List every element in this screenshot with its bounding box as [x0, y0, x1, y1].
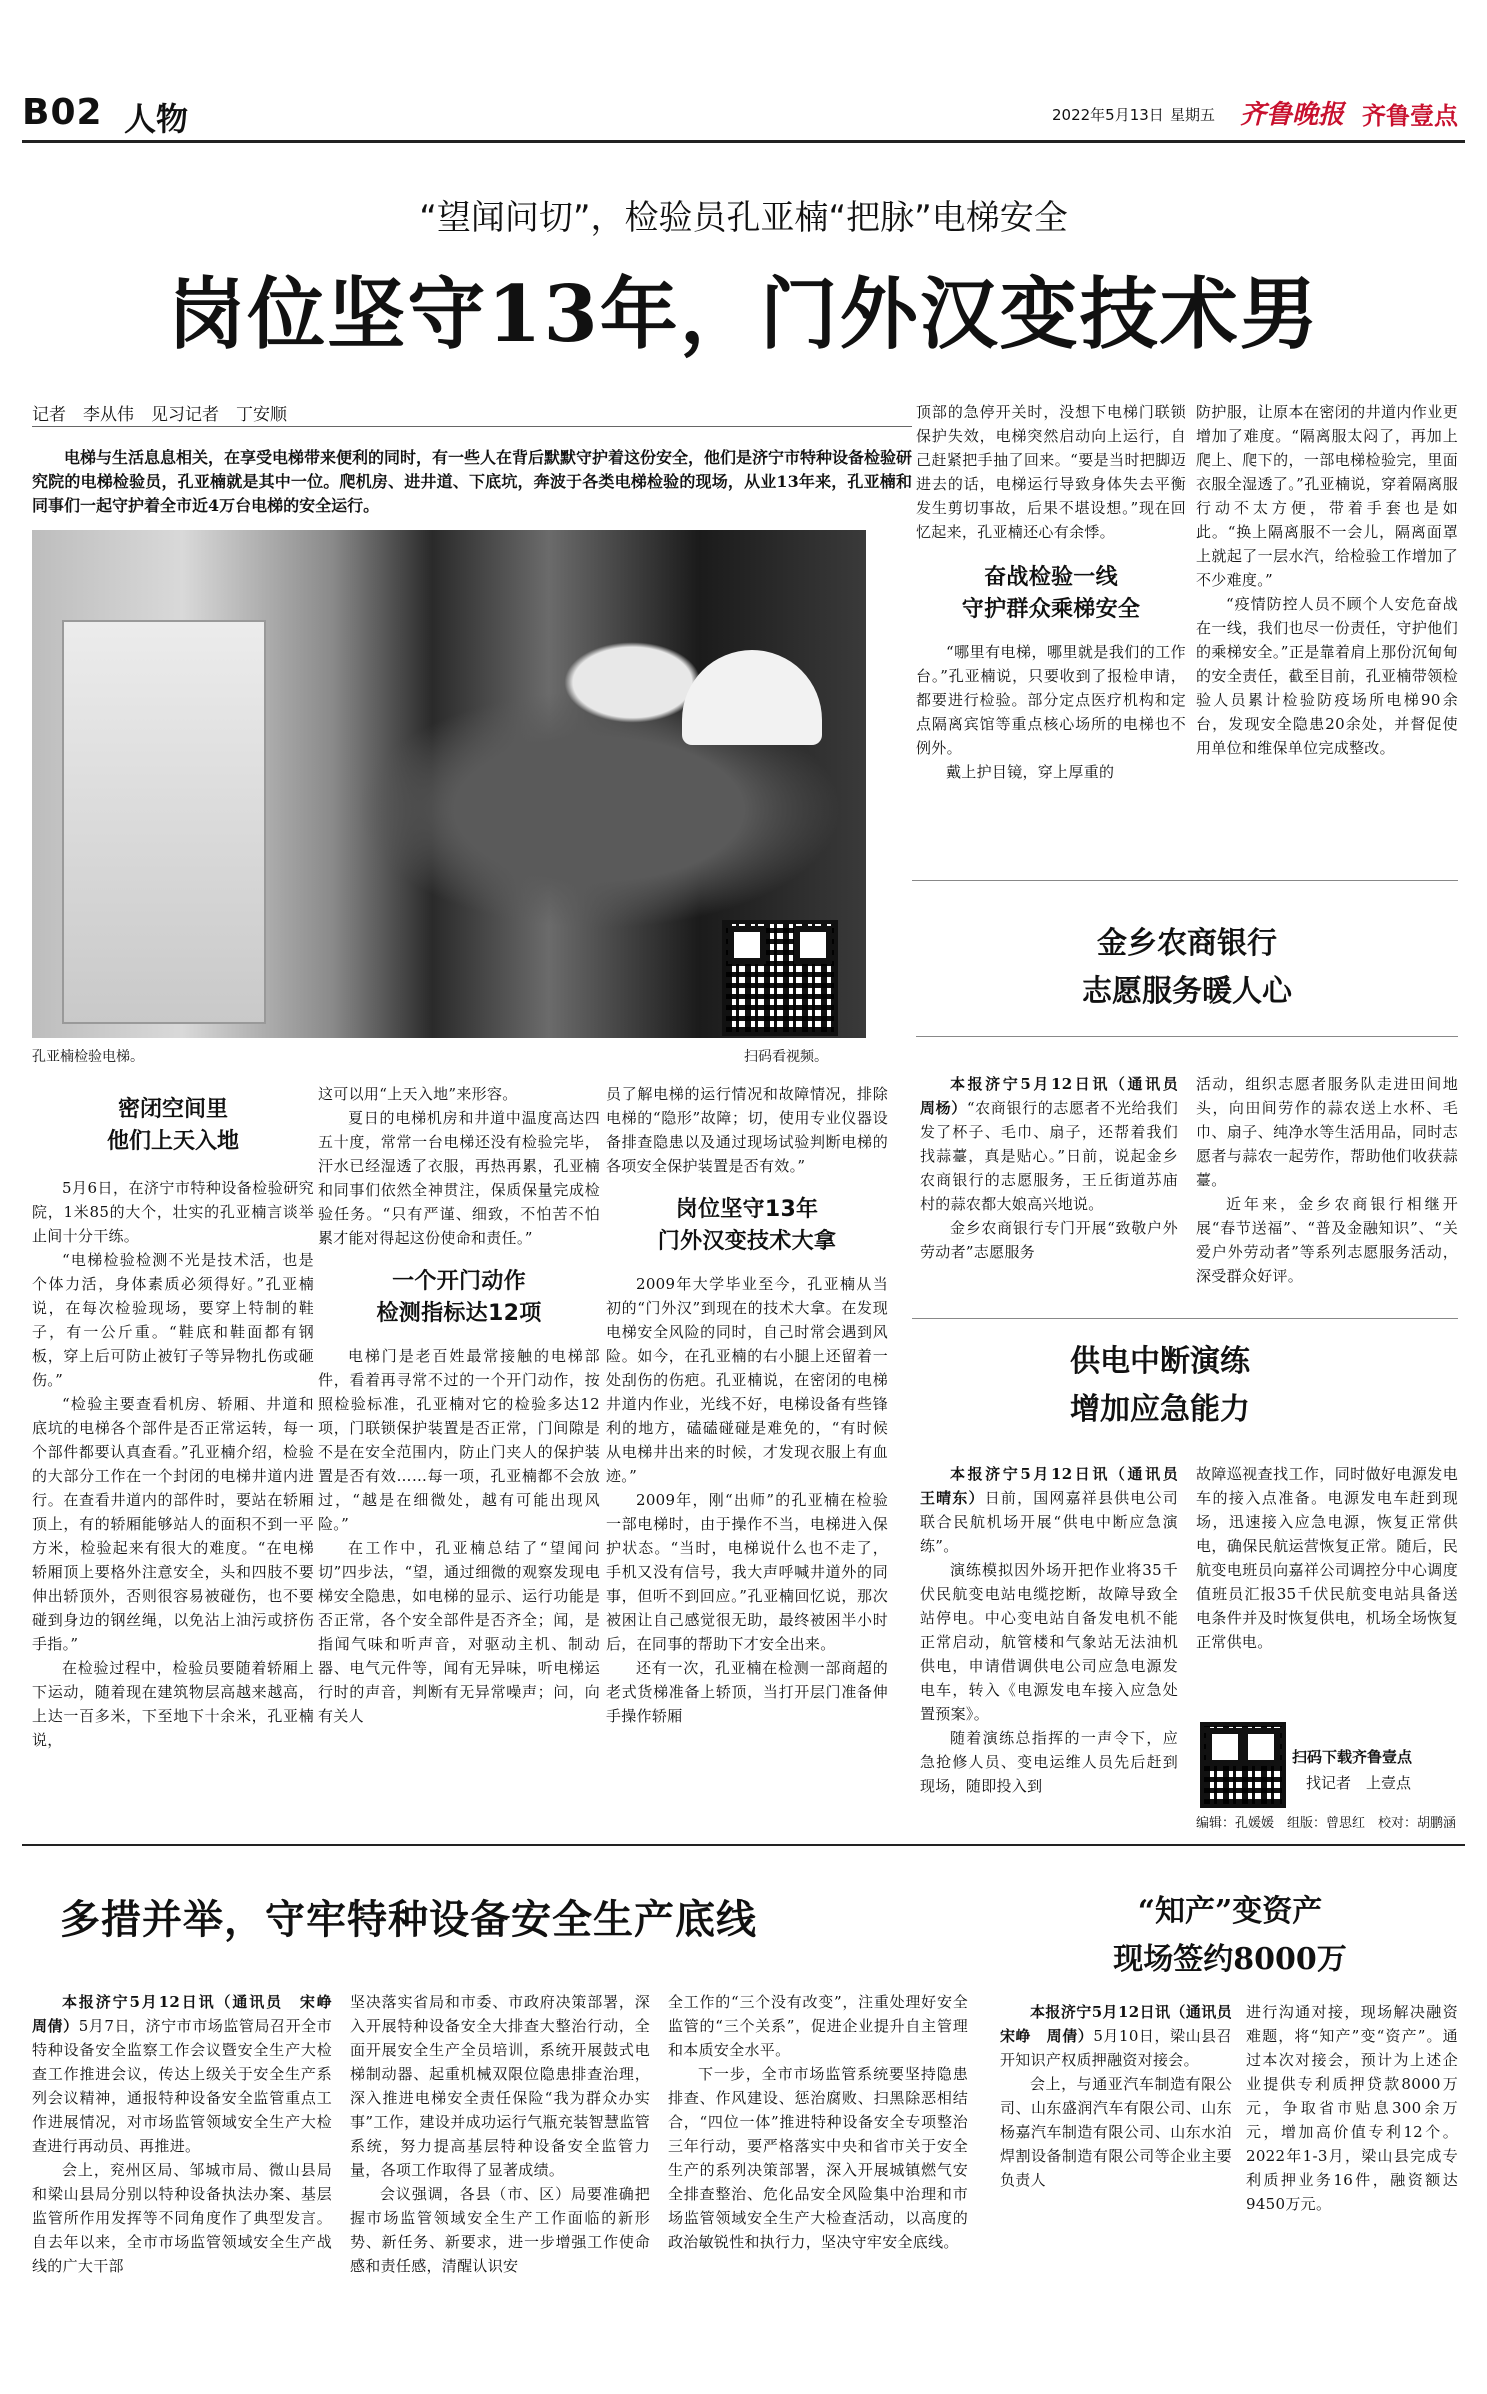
bank-headline-line2: 志愿服务暖人心	[1082, 974, 1292, 1009]
safety-headline: 多措并举，守牢特种设备安全生产底线	[60, 1896, 757, 1943]
safety-col2	[350, 1990, 650, 2278]
power-headline-line1: 供电中断演练	[1070, 1344, 1250, 1379]
page-number: B02	[22, 92, 103, 133]
lead-col5	[1196, 400, 1458, 760]
bank-bottom-rule	[912, 1318, 1458, 1319]
paragraph: 坚决落实省局和市委、市政府决策部署，深入开展特种设备安全大排查大整治行动，全面开展安全生产全员培训，系统开展鼓式电梯制动器、起重机械双限位隐患排查治理，深入推进电梯安全责任保险“我为群众办实事”工作，建设并成功运行气瓶充装智慧监管系统，努力提高基层特种设备安全监管力量，各项工作取得了显著成绩。	[350, 1993, 650, 2179]
app-name-logo: 齐鲁壹点	[1362, 102, 1458, 130]
paragraph: 故障巡视查找工作，同时做好电源发电车的接入点准备。电源发电车赶到现场，迅速接入应急电源，恢复正常供电，确保民航运营恢复正常。随后，民航变电班员向嘉祥公司调控分中心调度值班员汇报35千伏民航变电站具备送电条件并及时恢复供电，机场全场恢复正常供电。	[1196, 1465, 1458, 1651]
col3-subhead-line1: 岗位坚守13年	[675, 1197, 819, 1222]
paragraph: 金乡农商银行专门开展“致敬户外劳动者”志愿服务	[920, 1219, 1178, 1261]
paragraph: 防护服，让原本在密闭的井道内作业更增加了难度。“隔离服太闷了，再加上爬上、爬下的，一部电梯检验完，里面衣服全湿透了。”孔亚楠说，穿着隔离服行动不太方便，带着手套也是如此。“换上隔离服不一会儿，隔离面罩上就起了一层水汽，给检验工作增加了不少难度。”	[1196, 403, 1458, 589]
bank-rule	[916, 1036, 1458, 1037]
paragraph: 演练模拟因外场开把作业将35千伏民航变电站电缆挖断，故障导致全站停电。中心变电站自备发电机不能正常启动，航管楼和气象站无法油机供电，申请借调供电公司应急电源发电车，转入《电源发电车接入应急处置预案》。	[920, 1561, 1178, 1723]
photo-hardhat	[682, 650, 822, 745]
lead-headline: 岗位坚守13年，门外汉变技术男	[167, 269, 1320, 360]
paragraph	[1000, 2000, 1248, 2072]
bank-col2	[1196, 1072, 1458, 1288]
qr-caption: 扫码看视频。	[744, 1049, 828, 1065]
lead-intro-text: 电梯与生活息息相关，在享受电梯带来便利的同时，有一些人在背后默默守护着这份安全，他们是济宁市特种设备检验研究院的电梯检验员，孔亚楠就是其中一位。爬机房、进井道、下底坑，奔波于各类电梯检验的现场，从业13年来，孔亚楠和同事们一起守护着全市近4万台电梯的安全运行。	[32, 448, 913, 515]
paragraph: 顶部的急停开关时，没想下电梯门联锁保护失效，电梯突然启动向上运行，自己赶紧把手抽了回来。“要是当时把脚迈进去的话，电梯运行导致身体失去平衡发生剪切事故，后果不堪设想。”现在回忆起来，孔亚楠还心有余悸。	[916, 403, 1186, 541]
paragraph: “检验主要查看机房、轿厢、井道和底坑的电梯各个部件是否正常运转，每一个部件都要认真查看。”孔亚楠介绍，检验的大部分工作在一个封闭的电梯井道内进行。在查看井道内的部件时，要站在轿厢顶上，有的轿厢能够站人的面积不到一平方米，检验起来有很大的难度。“在电梯轿厢顶上要格外注意安全，头和四肢不要伸出轿顶外，否则很容易被碰伤，也不要碰到身边的钢丝绳，以免沾上油污或挤伤手指。”	[32, 1395, 314, 1653]
issue-weekday: 星期五	[1170, 106, 1216, 124]
paragraph	[920, 1072, 1194, 1216]
paragraph: 在工作中，孔亚楠总结了“望闻问切”四步法，“望，通过细微的观察发现电梯安全隐患，如电梯的显示、运行功能是否正常，各个安全部件是否齐全；闻，是指闻气味和听声音，对驱动主机、制动器、电气元件等，闻有无异味，听电梯运行时的声音，判断有无异常噪声；问，向有关人	[318, 1539, 600, 1725]
photo-elevator-panel	[62, 620, 266, 1024]
ip-headline-line2: 现场签约8000万	[1113, 1942, 1347, 1977]
paragraph: 进行沟通对接，现场解决融资难题，将“知产”变“资产”。通过本次对接会，预计为上述企业提供专利质押贷款8000万元，争取省市贴息300余万元，增加高价值专利12个。2022年1-3月，梁山县完成专利质押业务16件，融资额达9450万元。	[1246, 2003, 1458, 2213]
paragraph-text: “农商银行的志愿者不光给我们发了杯子、毛巾、扇子，还帮着我们找蒜薹，真是贴心。”日前，说起金乡农商银行的志愿服务，王丘街道苏庙村的蒜农都大娘高兴地说。	[920, 1099, 1179, 1213]
paragraph: 会上，与通亚汽车制造有限公司、山东盛润汽车有限公司、山东杨嘉汽车制造有限公司、山东水泊焊割设备制造有限公司等企业主要负责人	[1000, 2075, 1232, 2189]
header-rule	[22, 140, 1465, 143]
lead-byline: 记者 李从伟 见习记者 丁安顺	[32, 405, 287, 425]
power-headline-line2: 增加应急能力	[1070, 1392, 1250, 1427]
ip-headline-line1: “知产”变资产	[1137, 1894, 1323, 1929]
lead-kicker: “望闻问切”，检验员孔亚楠“把脉”电梯安全	[419, 198, 1068, 238]
paragraph: 会议强调，各县（市、区）局要准确把握市场监管领域安全生产工作面临的新形势、新任务、新要求，进一步增强工作使命感和责任感，清醒认识安	[350, 2185, 650, 2275]
safety-col3	[668, 1990, 968, 2254]
section-name: 人物	[124, 100, 189, 138]
paragraph: 2009年大学毕业至今，孔亚楠从当初的“门外汉”到现在的技术大拿。在发现电梯安全风险的同时，自己时常会遇到风险。如今，在孔亚楠的右小腿上还留着一处刮伤的伤疤。孔亚楠说，在密闭的电梯井道内作业，光线不好，电梯设备有些锋利的地方，磕磕碰碰是难免的，“有时候从电梯井出来的时候，才发现衣服上有血迹。”	[606, 1275, 888, 1485]
download-qr-title: 扫码下载齐鲁壹点	[1292, 1748, 1413, 1766]
paragraph	[920, 1462, 1194, 1558]
paragraph: 活动，组织志愿者服务队走进田间地头，向田间劳作的蒜农送上水杯、毛巾、扇子、纯净水等生活用品，同时志愿者与蒜农一起劳作，帮助他们收获蒜薹。	[1196, 1075, 1458, 1189]
paragraph: “疫情防控人员不顾个人安危奋战在一线，我们也尽一份责任，守护他们的乘梯安全。”正是靠着肩上那份沉甸甸的安全责任，截至目前，孔亚楠带领检验人员累计检验防疫场所电梯90余台，发现安全隐患20余处，并督促使用单位和维保单位完成整改。	[1196, 595, 1458, 757]
paragraph: 电梯门是老百姓最常接触的电梯部件，看着再寻常不过的一个开门动作，按照检验标准，孔亚楠对它的检验多达12项，门联锁保护装置是否正常，门间隙是不是在安全范围内，防止门夹人的保护装置是否有效……每一项，孔亚楠都不会放过，“越是在细微处，越有可能出现风险。”	[318, 1347, 600, 1533]
download-qr-code[interactable]	[1200, 1722, 1286, 1808]
col4-subhead-line1: 奋战检验一线	[984, 565, 1118, 590]
ip-col1	[1000, 2000, 1248, 2192]
paragraph	[32, 1990, 348, 2158]
paragraph-text: 5月7日，济宁市市场监管局召开全市特种设备安全监察工作会议暨安全生产大检查工作推进会议，传达上级关于安全生产系列会议精神，通报特种设备安全监管重点工作进展情况，对市场监管领域安全生产大检查进行再动员、再推进。	[32, 2017, 332, 2155]
col1-subhead-line1: 密闭空间里	[117, 1097, 228, 1122]
safety-lead-prefix: 本报济宁5月12日讯（通讯员 宋峥 周倩）	[32, 1993, 348, 2035]
ip-lead-prefix: 本报济宁5月12日讯（通讯员 宋峥 周倩）	[1000, 2003, 1248, 2045]
editor-credits: 编辑：孔媛媛 组版：曾思红 校对：胡鹏涵	[1196, 1816, 1457, 1831]
ip-col2	[1246, 2000, 1458, 2216]
paragraph: 在检验过程中，检验员要随着轿厢上下运动，随着现在建筑物层高越来越高，上达一百多米，下至地下十余米，孔亚楠说，	[32, 1659, 314, 1749]
paragraph: 夏日的电梯机房和井道中温度高达四五十度，常常一台电梯还没有检验完毕，汗水已经湿透了衣服，再热再累，孔亚楠和同事们依然全神贯注，保质保量完成检验任务。“只有严谨、细致，不怕苦不怕累才能对得起这份使命和责任。”	[318, 1109, 600, 1247]
paragraph: 戴上护目镜，穿上厚重的	[946, 763, 1115, 781]
safety-col1	[32, 1990, 348, 2278]
paragraph: 全工作的“三个没有改变”，注重处理好安全监管的“三个关系”，促进企业提升自主管理和本质安全水平。	[668, 1993, 968, 2059]
col3-subhead	[606, 1194, 888, 1258]
photo-caption: 孔亚楠检验电梯。	[32, 1049, 144, 1065]
lead-col3	[606, 1082, 888, 1728]
paragraph: 这可以用“上天入地”来形容。	[318, 1085, 518, 1103]
paragraph: 还有一次，孔亚楠在检测一部商超的老式货梯准备上轿顶，当打开层门准备伸手操作轿厢	[606, 1659, 888, 1725]
right-column-divider	[912, 880, 1458, 881]
paragraph: 5月6日，在济宁市特种设备检验研究院，1米85的大个，壮实的孔亚楠言谈举止间十分干练。	[32, 1179, 314, 1245]
lead-photo	[32, 530, 866, 1038]
paragraph: 员了解电梯的运行情况和故障情况，排除电梯的“隐形”故障；切，使用专业仪器设备排查隐患以及通过现场试验判断电梯的各项安全保护装置是否有效。”	[606, 1085, 888, 1175]
lead-col2	[318, 1082, 600, 1728]
lead-col4	[916, 400, 1186, 784]
download-qr-subtitle: 找记者 上壹点	[1306, 1774, 1412, 1792]
byline-rule	[32, 426, 912, 427]
power-col2	[1196, 1462, 1458, 1654]
col2-subhead-line2: 检测指标达12项	[376, 1301, 542, 1326]
col4-subhead	[916, 562, 1186, 626]
paragraph-text: 日前，国网嘉祥县供电公司联合民航机场开展“供电中断应急演练”。	[920, 1489, 1178, 1555]
col2-subhead-line1: 一个开门动作	[392, 1269, 526, 1294]
col2-subhead	[318, 1266, 600, 1330]
bank-lead-prefix: 本报济宁5月12日讯（通讯员 周杨）	[920, 1075, 1194, 1117]
paragraph: 近年来，金乡农商银行相继开展“春节送福”、“普及金融知识”、“关爱户外劳动者”等系列志愿服务活动，深受群众好评。	[1196, 1195, 1458, 1285]
lead-intro	[32, 446, 912, 518]
paper-name-logo: 齐鲁晚报	[1240, 100, 1345, 130]
power-lead-prefix: 本报济宁5月12日讯（通讯员 王晴东）	[920, 1465, 1194, 1507]
bank-headline	[916, 920, 1458, 1016]
paragraph: 会上，兖州区局、邹城市局、微山县局和梁山县局分别以特种设备执法办案、基层监管所作用发挥等不同角度作了典型发言。自去年以来，全市市场监管领域安全生产战线的广大干部	[32, 2161, 332, 2275]
col1-subhead	[32, 1094, 314, 1158]
paragraph: 2009年，刚“出师”的孔亚楠在检验一部电梯时，由于操作不当，电梯进入保护状态。“当时，电梯说什么也不走了，手机又没有信号，我大声呼喊井道外的同事，但听不到回应。”孔亚楠回忆说，那次被困让自己感觉很无助，最终被困半小时后，在同事的帮助下才安全出来。	[606, 1491, 888, 1653]
ip-headline	[1000, 1888, 1460, 1984]
power-col1	[920, 1462, 1194, 1798]
paragraph: “哪里有电梯，哪里就是我们的工作台。”孔亚楠说，只要收到了报检申请，都要进行检验。部分定点医疗机构和定点隔离宾馆等重点核心场所的电梯也不例外。	[916, 643, 1186, 757]
paragraph: 随着演练总指挥的一声令下，应急抢修人员、变电运维人员先后赶到现场，随即投入到	[920, 1729, 1178, 1795]
paragraph-text: 5月10日，梁山县召开知识产权质押融资对接会。	[1000, 2027, 1232, 2069]
col3-subhead-line2: 门外汉变技术大拿	[657, 1229, 837, 1254]
paragraph: “电梯检验检测不光是技术活，也是个体力活，身体素质必须得好。”孔亚楠说，在每次检验现场，要穿上特制的鞋子，有一公斤重。“鞋底和鞋面都有钢板，穿上后可防止被钉子等异物扎伤或砸伤。”	[32, 1251, 314, 1389]
bank-col1	[920, 1072, 1194, 1264]
section-divider	[22, 1844, 1465, 1846]
col4-subhead-line2: 守护群众乘梯安全	[961, 597, 1141, 622]
photo-qr-code[interactable]	[722, 920, 838, 1036]
paragraph: 下一步，全市市场监管系统要坚持隐患排查、作风建设、惩治腐败、扫黑除恶相结合，“四位一体”推进特种设备安全专项整治三年行动，要严格落实中央和省市关于安全生产的系列决策部署，深入开展城镇燃气安全排查整治、危化品安全风险集中治理和市场监管领域安全生产大检查活动，以高度的政治敏锐性和执行力，坚决守牢安全底线。	[668, 2065, 968, 2251]
lead-col1	[32, 1176, 314, 1752]
bank-headline-line1: 金乡农商银行	[1097, 926, 1277, 961]
power-headline	[1070, 1338, 1458, 1434]
col1-subhead-line2: 他们上天入地	[106, 1129, 239, 1154]
issue-date: 2022年5月13日	[1052, 106, 1164, 124]
